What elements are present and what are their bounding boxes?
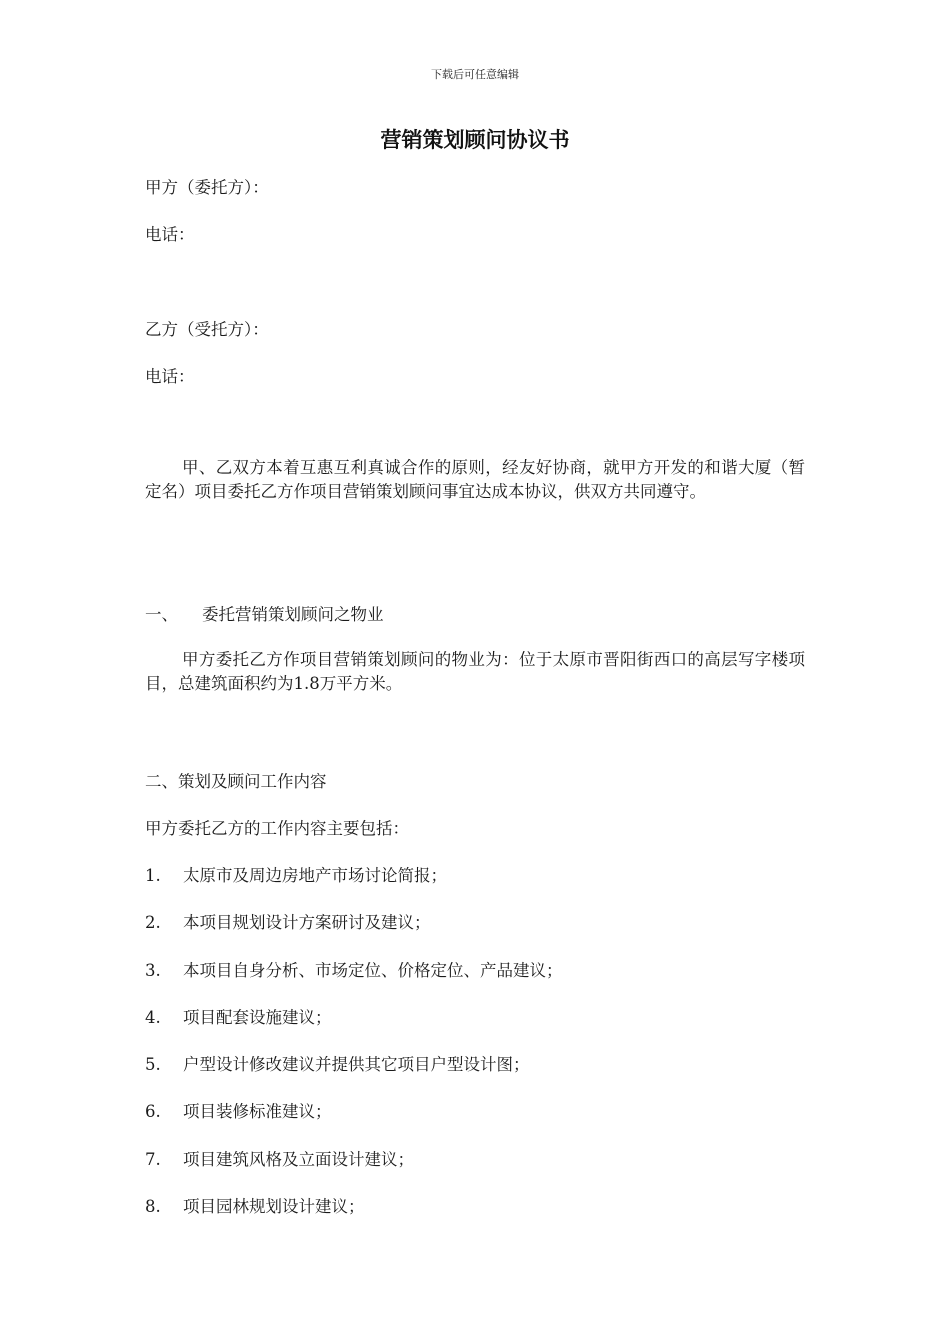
party-a-phone-label: 电话： <box>145 225 195 244</box>
list-item-text: 项目装修标准建议； <box>183 1102 332 1121</box>
section-1-paragraph: 甲方委托乙方作项目营销策划顾问的物业为：位于太原市晋阳街西口的高层写字楼项目，总建筑面积约为1.8万平方米。 <box>145 650 805 693</box>
party-a-label: 甲方（委托方）： <box>145 178 269 197</box>
party-b-label: 乙方（受托方）： <box>145 320 269 339</box>
intro-paragraph: 甲、乙双方本着互惠互利真诚合作的原则，经友好协商，就甲方开发的和谐大厦（暂定名）项目委托乙方作项目营销策划顾问事宜达成本协议，供双方共同遵守。 <box>145 458 805 501</box>
section-2-heading: 二、策划及顾问工作内容 <box>145 772 327 791</box>
list-item <box>145 1193 365 1217</box>
section-1-heading: 委托营销策划顾问之物业 <box>202 605 384 624</box>
list-item <box>145 1051 530 1075</box>
section-1-number: 一、 <box>145 605 178 624</box>
party-b-phone-label: 电话： <box>145 367 195 386</box>
list-item-number: 5. <box>145 1055 161 1074</box>
list-item-number: 7. <box>145 1150 161 1169</box>
list-item-text: 本项目规划设计方案研讨及建议； <box>183 913 431 932</box>
list-item-number: 4. <box>145 1008 161 1027</box>
list-item <box>145 1004 332 1028</box>
list-item-text: 项目园林规划设计建议； <box>183 1197 365 1216</box>
document-title: 营销策划顾问协议书 <box>380 127 570 152</box>
list-item-text: 本项目自身分析、市场定位、价格定位、产品建议； <box>183 961 563 980</box>
list-item-text: 项目建筑风格及立面设计建议； <box>183 1150 414 1169</box>
list-item-number: 3. <box>145 961 161 980</box>
list-item-text: 项目配套设施建议； <box>183 1008 332 1027</box>
list-item-text: 太原市及周边房地产市场讨论简报； <box>183 866 447 885</box>
header-note: 下载后可任意编辑 <box>431 68 519 81</box>
list-item-number: 2. <box>145 913 161 932</box>
section-1-heading-row <box>145 601 384 625</box>
list-item-text: 户型设计修改建议并提供其它项目户型设计图； <box>183 1055 530 1074</box>
section-2-intro: 甲方委托乙方的工作内容主要包括： <box>145 819 409 838</box>
list-item-number: 1. <box>145 866 161 885</box>
list-item-number: 6. <box>145 1102 161 1121</box>
list-item-number: 8. <box>145 1197 161 1216</box>
list-item <box>145 909 431 933</box>
list-item <box>145 1146 414 1170</box>
list-item <box>145 957 563 981</box>
list-item <box>145 1098 332 1122</box>
list-item <box>145 862 447 886</box>
